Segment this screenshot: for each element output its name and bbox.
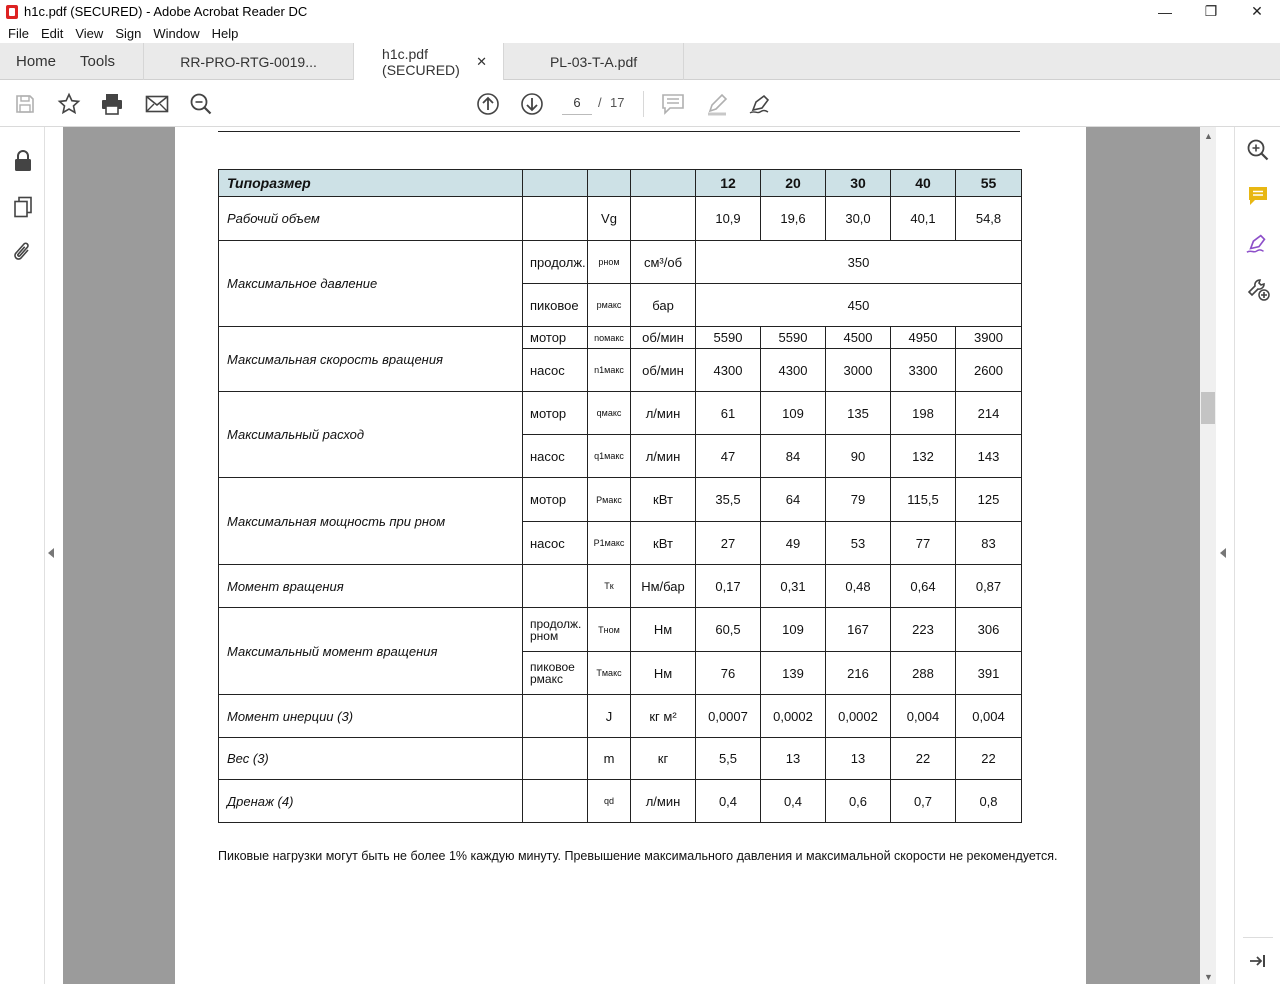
print-icon[interactable] — [99, 80, 125, 127]
table-row: насос P1макс кВт 27 49 53 77 83 — [219, 522, 1022, 565]
acrobat-app-icon — [6, 5, 18, 19]
specification-table — [218, 169, 1022, 823]
left-navigation-pane — [0, 127, 45, 984]
save-icon[interactable] — [12, 80, 38, 127]
page-rule-line — [218, 131, 1020, 132]
attachment-paperclip-icon[interactable] — [11, 240, 35, 264]
header-label: Типоразмер — [219, 170, 523, 197]
menu-edit[interactable]: Edit — [40, 25, 64, 41]
collapse-left-pane-icon[interactable] — [48, 548, 54, 558]
comment-tool-icon[interactable] — [1246, 184, 1270, 208]
collapse-tools-pane-icon[interactable] — [1246, 949, 1270, 973]
email-icon[interactable] — [144, 80, 170, 127]
lock-security-icon[interactable] — [11, 149, 35, 173]
highlight-pen-icon[interactable] — [704, 80, 730, 127]
table-row: пиковое pмакс бар 450 — [219, 284, 1022, 327]
bookmark-star-icon[interactable] — [56, 80, 82, 127]
scrollbar-thumb[interactable] — [1201, 392, 1215, 424]
comment-icon[interactable] — [660, 80, 686, 127]
toolbar-divider — [643, 91, 644, 117]
scroll-up-icon[interactable]: ▲ — [1204, 131, 1213, 141]
table-row: насос n1макс об/мин 4300 4300 3000 3300 2600 — [219, 349, 1022, 392]
tab-home[interactable]: Home — [16, 53, 57, 70]
sign-pen-icon[interactable] — [748, 80, 774, 127]
size-40: 40 — [891, 170, 956, 197]
table-row: Максимальный расход мотор qмакс л/мин 61 109 135 198 214 — [219, 392, 1022, 435]
footnote-text: Пиковые нагрузки могут быть не более 1% каждую минуту. Превышение максимального давления и максимальной скорости не рекомендуется. — [218, 849, 1058, 863]
table-row: Максимальная скорость вращения мотор nомакс об/мин 5590 5590 4500 4950 3900 — [219, 327, 1022, 349]
table-header-row — [219, 170, 1022, 197]
total-pages: 17 — [610, 95, 625, 110]
tab-active-label: h1c.pdf (SECURED) — [382, 45, 460, 78]
pane-divider — [1243, 937, 1273, 938]
table-row: Дренаж (4) qd л/мин 0,4 0,4 0,6 0,7 0,8 — [219, 780, 1022, 823]
next-page-icon[interactable] — [519, 80, 545, 127]
menu-sign[interactable]: Sign — [115, 25, 142, 41]
previous-page-icon[interactable] — [475, 80, 501, 127]
toolbar — [0, 80, 1280, 127]
fill-and-sign-icon[interactable] — [1246, 231, 1270, 255]
window-title: h1c.pdf (SECURED) - Adobe Acrobat Reader DC — [24, 4, 308, 19]
collapse-right-pane-icon[interactable] — [1220, 548, 1226, 558]
table-row: Максимальный момент вращения продолж. pном Tном Нм 60,5 109 167 223 306 — [219, 608, 1022, 652]
table-row: насос q1макс л/мин 47 84 90 132 143 — [219, 435, 1022, 478]
menu-bar — [0, 23, 1280, 43]
more-tools-icon[interactable] — [1246, 277, 1270, 301]
menu-window[interactable]: Window — [153, 25, 200, 41]
menu-help[interactable]: Help — [211, 25, 239, 41]
size-30: 30 — [826, 170, 891, 197]
size-20: 20 — [761, 170, 826, 197]
table-row: Рабочий объем Vg 10,9 19,6 30,0 40,1 54,8 — [219, 197, 1022, 241]
table-row: Момент вращения Tк Нм/бар 0,17 0,31 0,48 0,64 0,87 — [219, 565, 1022, 608]
close-tab-icon[interactable]: ✕ — [476, 53, 488, 69]
size-12: 12 — [696, 170, 761, 197]
scroll-down-icon[interactable]: ▼ — [1204, 972, 1213, 982]
page-number-input[interactable]: 6 — [562, 91, 592, 115]
menu-view[interactable]: View — [75, 25, 104, 41]
title-bar — [0, 0, 1280, 23]
right-tools-pane — [1234, 127, 1280, 984]
table-row: Момент инерции (3) J кг м² 0,0007 0,0002 0,0002 0,004 0,004 — [219, 695, 1022, 738]
table-row: Максимальное давление продолж. pном см³/об 350 — [219, 241, 1022, 284]
size-55: 55 — [956, 170, 1022, 197]
close-window-button[interactable]: ✕ — [1251, 3, 1263, 19]
tab-bar — [0, 43, 1280, 80]
tab-document-rr-pro[interactable]: RR-PRO-RTG-0019... — [144, 43, 354, 80]
tab-tools[interactable]: Tools — [72, 43, 144, 80]
tab-document-active[interactable] — [354, 43, 504, 81]
tab-document-pl03[interactable]: PL-03-T-A.pdf — [504, 43, 684, 80]
zoom-in-icon[interactable] — [1246, 138, 1270, 162]
minimize-button[interactable]: — — [1158, 3, 1172, 20]
restore-button[interactable]: ❐ — [1204, 3, 1218, 19]
vertical-scrollbar[interactable] — [1200, 127, 1216, 984]
table-row: пиковое pмакс Tмакс Нм 76 139 216 288 391 — [219, 652, 1022, 695]
zoom-search-icon[interactable] — [188, 80, 214, 127]
table-row: Вес (3) m кг 5,5 13 13 22 22 — [219, 738, 1022, 780]
menu-file[interactable]: File — [8, 25, 29, 41]
table-row: Максимальная мощность при pном мотор Pмакс кВт 35,5 64 79 115,5 125 — [219, 478, 1022, 522]
page-separator: / — [598, 95, 602, 110]
pages-thumbnails-icon[interactable] — [11, 195, 35, 219]
